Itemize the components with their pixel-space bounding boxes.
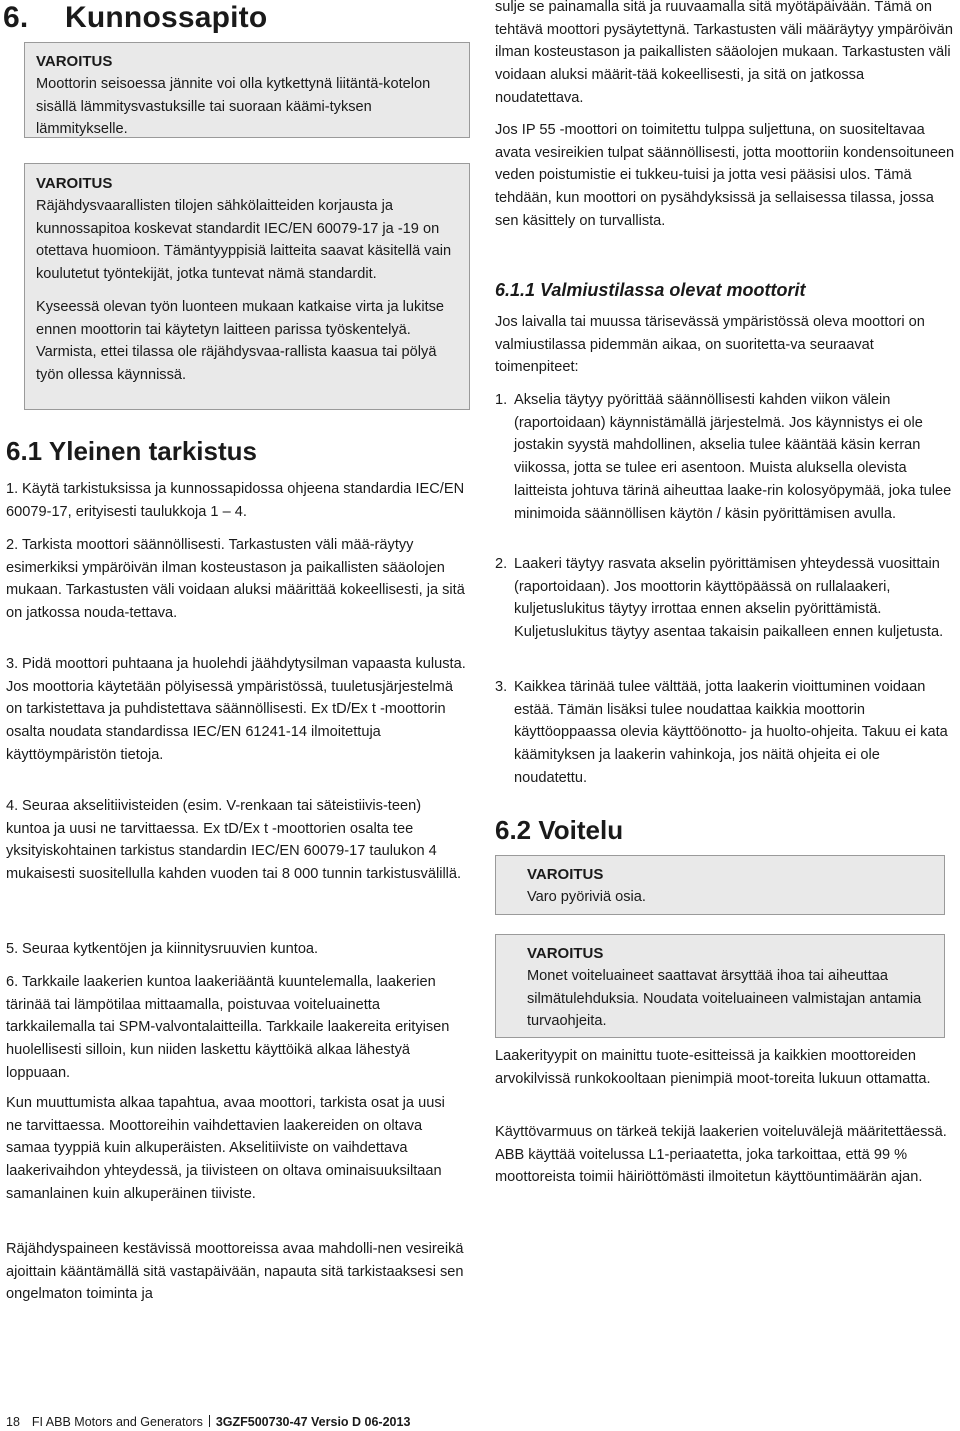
section-title	[0, 0, 267, 34]
warning-label: VAROITUS	[36, 175, 113, 192]
footer-company: FI ABB Motors and Generators	[31, 1415, 203, 1429]
paragraph-standby-intro: Jos laivalla tai muussa tärisevässä ympäristössä oleva moottori on valmiustilassa pidemmän aikaa, on suoritetta-va seuraavat toimenpiteet:	[495, 314, 925, 376]
list-number: 5.	[6, 941, 19, 957]
list-number: 6.	[6, 974, 19, 990]
list-number: 3.	[495, 679, 508, 695]
list-item	[6, 534, 466, 625]
list-text: Pidä moottori puhtaana ja huolehdi jäähdytysilman vapaasta kulusta. Jos moottoria käytetään pölyisessä ympäristössä, tuuletusjärjestelmä on tarkistettava ja puhdistettava säännöllisesti. Ex tD/Ex t -moottorin osalta noudata standardissa IEC/EN 61241-14 ilmoitettuja käyttöympäristön tietoja.	[6, 656, 466, 763]
footer-separator	[209, 1415, 210, 1427]
list-item	[6, 653, 466, 767]
list-item	[495, 553, 955, 644]
list-item	[6, 478, 466, 523]
list-number: 1.	[6, 481, 19, 497]
list-item	[6, 971, 466, 1085]
list-text: Akselia täytyy pyörittää säännöllisesti kahden viikon välein (raportoidaan) käynnistämällä järjestelmä. Jos käynnistys ei ole jostakin syystä mahdollinen, akselia tulee kääntää käsin kerran viikossa, jotta se tulee eri asentoon. Muista aluksella olevista laitteista johtuva tärinä aiheuttaa laake-rin kolosyöpymää, joka tulee minimoida säännöllisen käytön / käsin pyörittämisen avulla.	[514, 392, 952, 522]
warning-text: Räjähdysvaarallisten tilojen sähkölaitteiden korjausta ja kunnossapitoa koskevat standardit IEC/EN 60079-17 ja -19 on otettava huomioon. Tämäntyyppisiä laitteita saavat käsitellä vain koulutetut työntekijät, jotka tuntevat nämä standardit.	[36, 198, 452, 283]
section-title-text: Kunnossapito	[65, 1, 268, 34]
footer-document-id: 3GZF500730-47 Versio D 06-2013	[215, 1415, 411, 1429]
list-item	[495, 676, 955, 790]
warning-text: Monet voiteluaineet saattavat ärsyttää ihoa tai aiheuttaa silmätulehduksia. Noudata voiteluaineen valmistajan antamia turvaohjeita.	[527, 968, 922, 1030]
page-footer	[6, 1414, 410, 1430]
list-text: Seuraa kytkentöjen ja kiinnitysruuvien kuntoa.	[22, 941, 319, 957]
paragraph-continued: sulje se painamalla sitä ja ruuvaamalla sitä myötäpäivään. Tämä on tehtävä moottori pysäytettynä. Tarkastusten väli määräytyy ympäröivän ilman kosteustason ja paikallisten sääolojen mukaan. Tarkastusten väli voidaan aluksi määrit-tää kokeellisesti, ja sitä on jatkossa noudatettava.	[495, 0, 954, 106]
warning-box-2	[24, 163, 470, 410]
list-item	[6, 795, 466, 886]
subsection-title-6-1: 6.1 Yleinen tarkistus	[6, 436, 257, 466]
page-number: 18	[6, 1415, 20, 1429]
list-number: 2.	[6, 537, 19, 553]
list-text: Tarkkaile laakerien kuntoa laakeriääntä kuuntelemalla, laakerien tärinää tai lämpötilaa mittaamalla, poistuvaa voiteluainetta tarkkailemalla tai SPM-valvontalaitteilla. Tarkkaile laakereita erityisen huolellisesti silloin, kun niiden laskettu käyttöikä alkaa lähestyä loppuaan.	[6, 974, 450, 1081]
warning-text: Moottorin seisoessa jännite voi olla kytkettynä liitäntä-kotelon sisällä lämmitysvastuksille tai suoraan käämi-tyksen lämmitykselle.	[36, 76, 431, 138]
paragraph-bearing-replacement: Kun muuttumista alkaa tapahtua, avaa moottori, tarkista osat ja uusi ne tarvittaessa. Moottoreihin vaihdettavien laakereiden on oltava samaa tyyppiä kuin alkuperäisten. Akselitiiviste on vaihdettava laakerivaihdon yhteydessä, ja tiivisteen on oltava ominaisuuksiltaan samanlainen kuin alkuperäinen tiiviste.	[6, 1095, 445, 1202]
paragraph-drain-hole: Räjähdyspaineen kestävissä moottoreissa avaa mahdolli-nen vesireikä ajoittain kääntämällä sitä vastapäivään, napauta sitä tarkistaaksesi sen ongelmaton toiminta ja	[6, 1241, 464, 1303]
list-text: Kaikkea tärinää tulee välttää, jotta laakerin vioittuminen voidaan estää. Tämän lisäksi tulee noudattaa kaikkia moottorin käyttöoppaassa olevia käyttöönotto- ja huolto-ohjeita. Takuu ei kata käämityksen ja laakerin vahinkoja, jos näitä ohjeita ei ole noudatettu.	[514, 679, 948, 786]
list-text: Tarkista moottori säännöllisesti. Tarkastusten väli mää-räytyy esimerkiksi ympäröivän ilman kosteustason ja paikallisten sääolojen mukaan. Tarkastusten väli voidaan aluksi määrittää kokeellisesti, ja sitä on jatkossa nouda-tettava.	[6, 537, 465, 622]
section-number: 6.	[3, 1, 29, 34]
list-number: 4.	[6, 798, 19, 814]
warning-box-3	[495, 855, 945, 915]
list-text: Laakeri täytyy rasvata akselin pyörittämisen yhteydessä vuosittain (raportoidaan). Jos moottorin käyttöpäässä on rullalaakeri, kuljetuslukitus täytyy irrottaa ennen akselin pyörittämistä. Kuljetuslukitus täytyy asentaa takaisin paikalleen ennen kuljetusta.	[514, 556, 944, 641]
warning-box-4	[495, 934, 945, 1038]
list-text: Käytä tarkistuksissa ja kunnossapidossa ohjeena standardia IEC/EN 60079-17, erityisesti taulukkoja 1 – 4.	[6, 481, 465, 520]
warning-text: Kyseessä olevan työn luonteen mukaan katkaise virta ja lukitse ennen moottorin tai käytetyn laitteen parissa työskentelyä. Varmista, ettei tilassa ole räjähdysvaa-rallista kaasua tai pölyä työn ollessa käynnissä.	[36, 298, 445, 383]
warning-text: Varo pyöriviä osia.	[527, 889, 646, 905]
warning-label: VAROITUS	[36, 53, 113, 70]
subsection-title-6-1-1: 6.1.1 Valmiustilassa olevat moottorit	[495, 280, 806, 300]
subsection-title-6-2: 6.2 Voitelu	[495, 815, 624, 845]
paragraph-bearing-types: Laakerityypit on mainittu tuote-esitteissä ja kaikkien moottoreiden arvokilvissä runkokooltaan pienimpiä moot-toreita lukuun ottamatta.	[495, 1048, 931, 1087]
list-number: 2.	[495, 556, 508, 572]
list-number: 1.	[495, 392, 508, 408]
warning-label: VAROITUS	[527, 945, 604, 962]
warning-box-1	[24, 42, 470, 138]
list-text: Seuraa akselitiivisteiden (esim. V-renkaan tai säteistiivis-teen) kuntoa ja uusi ne tarvittaessa. Ex tD/Ex t -moottorien osalta tee yksityiskohtainen tarkistus standardin IEC/EN 60079-17 taulukon 4 mukaisesti suositellulla kahden vuoden tai 8 000 tunnin tarkistusvälillä.	[6, 798, 462, 883]
paragraph-ip55: Jos IP 55 -moottori on toimitettu tulppa suljettuna, on suositeltavaa avata vesireikien tulpat säännöllisesti, jotta moottoriin kondensoituneen veden poistumistie ei tukkeu-tuisi ja jotta vesi pääsisi ulos. Tämä tehdään, kun moottori on pysähdyksissä ja sellaisessa tilassa, jossa sen käsittely on turvallista.	[495, 122, 955, 229]
paragraph-reliability: Käyttövarmuus on tärkeä tekijä laakerien voiteluvälejä määritettäessä. ABB käyttää voitelussa L1-periaatetta, joka tarkoittaa, että 99 % moottoreista toimii häiriöttömästi ilmoitetun käyttöuntimäärän ajan.	[495, 1124, 947, 1186]
list-item	[6, 938, 466, 961]
list-item	[495, 389, 955, 525]
list-number: 3.	[6, 656, 19, 672]
warning-label: VAROITUS	[527, 866, 604, 883]
